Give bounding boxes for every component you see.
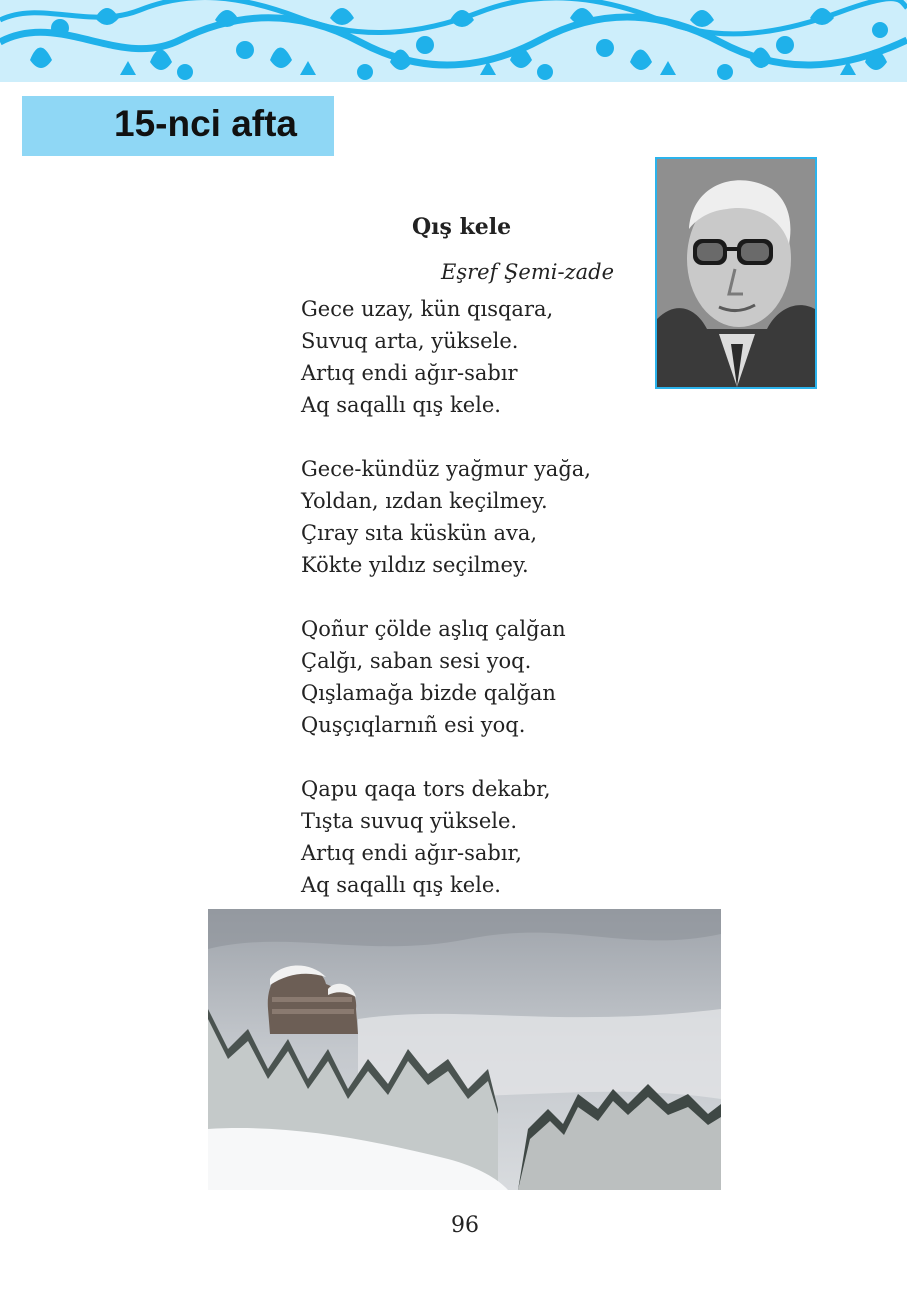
poem-line: Qışlamağa bizde qalğan xyxy=(301,681,556,705)
poem-title: Qış kele xyxy=(412,214,512,240)
poem-line: Kökte yıldız seçilmey. xyxy=(301,553,529,577)
page-number: 96 xyxy=(451,1213,479,1238)
poem-line: Artıq endi ağır-sabır xyxy=(301,361,518,385)
poem-line: Aq saqallı qış kele. xyxy=(301,393,501,417)
week-header xyxy=(22,96,334,156)
poem-line: Yoldan, ızdan keçilmey. xyxy=(301,489,548,513)
poem-line: Suvuq arta, yüksele. xyxy=(301,329,519,353)
poem-line: Gece-kündüz yağmur yağa, xyxy=(301,457,591,481)
decorative-banner xyxy=(0,0,907,82)
poem-line: Çıray sıta küskün ava, xyxy=(301,521,538,545)
stanza-3 xyxy=(301,613,661,741)
snowy-mountain-landscape-icon xyxy=(208,909,721,1190)
poem-line: Qoñur çölde aşlıq çalğan xyxy=(301,617,566,641)
poem-line: Aq saqallı qış kele. xyxy=(301,873,501,897)
poem-line: Quşçıqlarnıñ esi yoq. xyxy=(301,713,526,737)
poem-line: Gece uzay, kün qısqara, xyxy=(301,297,554,321)
poem-line: Tışta suvuq yüksele. xyxy=(301,809,518,833)
winter-landscape-photo xyxy=(208,909,721,1190)
stanza-2 xyxy=(301,453,661,581)
poem-line: Qapu qaqa tors dekabr, xyxy=(301,777,551,801)
week-title: 15-nci afta xyxy=(114,103,298,144)
author-portrait xyxy=(655,157,817,389)
poem-line: Artıq endi ağır-sabır, xyxy=(301,841,522,865)
poem-author: Eşref Şemi-zade xyxy=(441,260,615,284)
author-portrait-icon xyxy=(657,159,815,387)
poem-line: Çalğı, saban sesi yoq. xyxy=(301,649,532,673)
stanza-1 xyxy=(301,293,661,421)
stanza-4 xyxy=(301,773,661,901)
floral-ornament-icon xyxy=(0,0,907,82)
